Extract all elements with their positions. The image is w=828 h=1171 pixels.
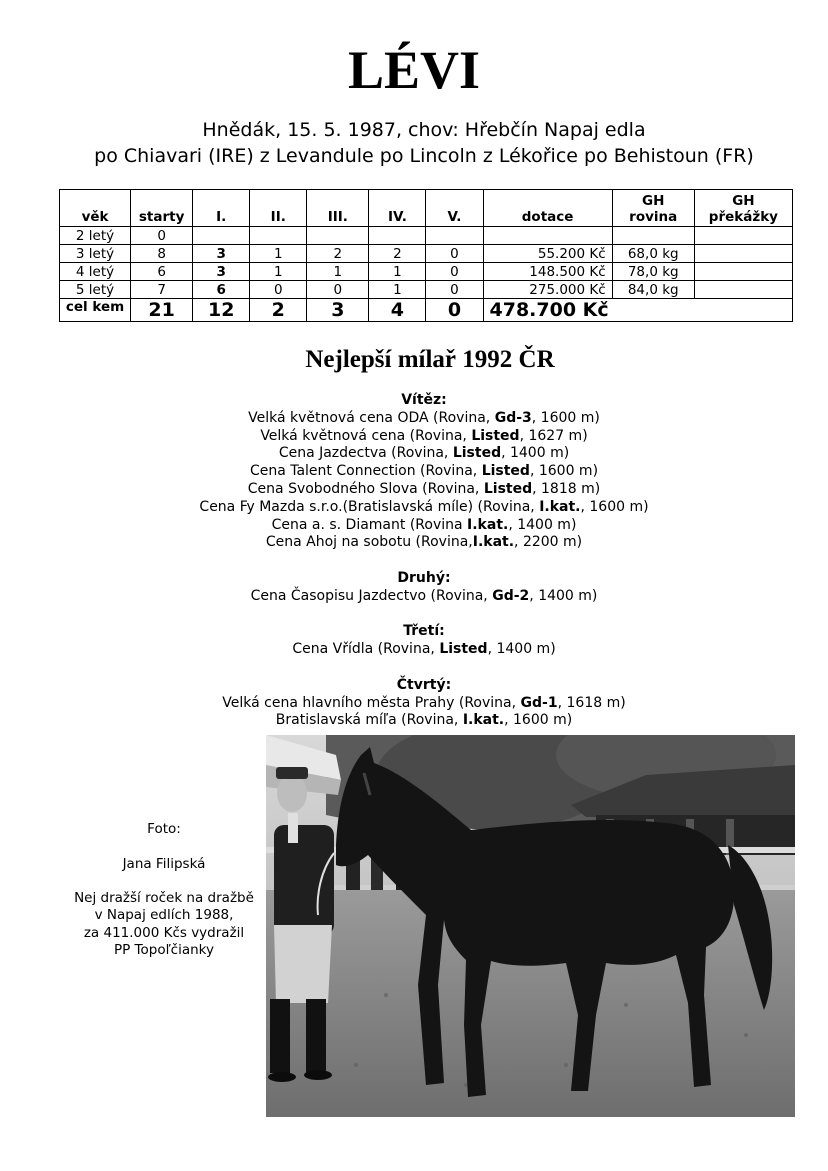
race-text: , 1600 m) (531, 409, 600, 426)
table-cell-gh-jump (694, 245, 792, 263)
table-cell-p1: 3 (193, 245, 250, 263)
total-cell-p1: 12 (193, 299, 250, 322)
total-cell-p4: 4 (369, 299, 426, 322)
race-grade: Listed (471, 427, 520, 444)
col-third-header: III. (307, 190, 369, 227)
race-entry (0, 695, 828, 713)
table-total-row (60, 299, 793, 322)
race-entry (0, 428, 828, 446)
race-text: , 1818 m) (532, 480, 601, 497)
race-text: , 1600 m) (504, 712, 573, 729)
table-cell-money: 148.500 Kč (483, 263, 612, 281)
table-cell-age: 4 letý (60, 263, 131, 281)
results-list (0, 392, 828, 730)
table-cell-p4: 1 (369, 263, 426, 281)
horse-info-line: Hnědák, 15. 5. 1987, chov: Hřebčín Napaj edla (202, 119, 646, 141)
race-text: Cena a. s. Diamant (Rovina (271, 516, 468, 533)
race-grade: Gd-2 (492, 587, 530, 604)
race-grade: Gd-3 (494, 409, 532, 426)
race-grade: I.kat. (472, 534, 515, 551)
table-cell-p2: 1 (250, 245, 307, 263)
table-cell-age: 2 letý (60, 227, 131, 245)
caption-note-line: v Napaj edlích 1988, (94, 907, 234, 924)
total-cell-starts: 21 (131, 299, 193, 322)
caption-note-line: PP Topoľčianky (113, 942, 214, 959)
race-grade: Listed (481, 463, 530, 480)
pedigree-line: po Chiavari (IRE) z Levandule po Lincoln z Lékořice po Behistoun (FR) (94, 145, 754, 167)
table-cell-p1 (193, 227, 250, 245)
race-text: Cena Fy Mazda s.r.o.(Bratislavská míle) (Rovina, (199, 498, 540, 515)
col-fifth-header: V. (426, 190, 483, 227)
col-first-header: I. (193, 190, 250, 227)
race-text: Cena Ahoj na sobotu (Rovina, (265, 534, 473, 551)
race-text: Cena Svobodného Slova (Rovina, (247, 480, 484, 497)
race-text: Cena Jazdectva (Rovina, (278, 445, 453, 462)
col-gh-flat-header: GH rovina (612, 190, 694, 227)
race-grade: Listed (483, 480, 533, 497)
page-title: LÉVI (347, 40, 481, 100)
race-entry (0, 481, 828, 499)
race-text: Velká květnová cena (Rovina, (260, 427, 472, 444)
table-cell-money: 55.200 Kč (483, 245, 612, 263)
table-row (60, 227, 793, 245)
table-cell-money: 275.000 Kč (483, 281, 612, 299)
race-entry (0, 499, 828, 517)
race-text: , 1600 m) (529, 463, 599, 480)
total-cell-p2: 2 (250, 299, 307, 322)
race-record-table (59, 189, 793, 322)
table-cell-gh-flat: 68,0 kg (612, 245, 694, 263)
race-grade: Gd-1 (520, 694, 558, 711)
race-text: , 1600 m) (580, 498, 649, 515)
table-cell-p2: 1 (250, 263, 307, 281)
table-cell-gh-flat (612, 227, 694, 245)
race-text: Cena Vřídla (Rovina, (292, 641, 440, 658)
table-cell-starts: 0 (131, 227, 193, 245)
race-entry (0, 712, 828, 730)
table-cell-p5 (426, 227, 483, 245)
section-heading: Vítěz: (401, 392, 447, 408)
total-cell-p5: 0 (426, 299, 483, 322)
table-cell-gh-jump (694, 227, 792, 245)
race-text: , 1400 m) (529, 587, 598, 604)
table-cell-p3 (307, 227, 369, 245)
caption-note-line: Nej dražší roček na dražbě (74, 890, 254, 907)
table-cell-starts: 7 (131, 281, 193, 299)
race-grade: I.kat. (462, 712, 505, 729)
table-row (60, 245, 793, 263)
race-grade: Listed (439, 641, 488, 658)
race-text: , 1400 m) (501, 445, 570, 462)
table-cell-gh-flat: 78,0 kg (612, 263, 694, 281)
table-cell-starts: 8 (131, 245, 193, 263)
table-cell-p5: 0 (426, 281, 483, 299)
table-cell-p5: 0 (426, 245, 483, 263)
table-row (60, 281, 793, 299)
photo-caption (60, 821, 268, 959)
headline: Nejlepší mílař 1992 ČR (305, 346, 555, 373)
section-heading: Třetí: (403, 623, 445, 640)
race-entry (0, 641, 828, 659)
col-gh-jump-header: GH překážky (694, 190, 792, 227)
table-cell-p1: 3 (193, 263, 250, 281)
col-age-header: věk (60, 190, 131, 227)
total-cell-label: cel kem (60, 299, 131, 322)
caption-note-line: za 411.000 Kčs vydražil (83, 924, 245, 941)
race-text: , 1400 m) (508, 516, 577, 533)
race-text: Cena Talent Connection (Rovina, (249, 463, 482, 480)
race-text: , 1627 m) (519, 427, 588, 444)
total-cell-money: 478.700 Kč (483, 299, 793, 322)
race-entry (0, 517, 828, 535)
table-cell-p4: 2 (369, 245, 426, 263)
race-text: Bratislavská míľa (Rovina, (275, 712, 463, 729)
race-grade: I.kat. (467, 516, 509, 533)
col-money-header: dotace (483, 190, 612, 227)
race-entry (0, 463, 828, 481)
table-cell-gh-jump (694, 281, 792, 299)
race-text: , 1400 m) (487, 641, 556, 658)
table-row (60, 263, 793, 281)
table-cell-p1: 6 (193, 281, 250, 299)
table-cell-money (483, 227, 612, 245)
race-text: , 2200 m) (514, 534, 583, 551)
race-entry (0, 588, 828, 606)
col-fourth-header: IV. (369, 190, 426, 227)
table-cell-p2 (250, 227, 307, 245)
race-entry (0, 445, 828, 463)
race-entry (0, 410, 828, 428)
caption-author: Jana Filipská (122, 855, 206, 872)
table-cell-starts: 6 (131, 263, 193, 281)
race-grade: I.kat. (539, 498, 581, 515)
table-cell-gh-jump (694, 263, 792, 281)
table-cell-p3: 2 (307, 245, 369, 263)
section-heading: Druhý: (397, 569, 451, 586)
race-text: Velká květnová cena ODA (Rovina, (248, 409, 495, 426)
table-cell-age: 5 letý (60, 281, 131, 299)
race-text: Cena Časopisu Jazdectvo (Rovina, (250, 587, 493, 604)
table-cell-p3: 0 (307, 281, 369, 299)
caption-foto-label: Foto: (147, 821, 181, 837)
table-cell-p4 (369, 227, 426, 245)
race-text: Velká cena hlavního města Prahy (Rovina, (222, 694, 521, 711)
table-cell-p3: 1 (307, 263, 369, 281)
table-header-row (60, 190, 793, 227)
table-cell-age: 3 letý (60, 245, 131, 263)
col-starts-header: starty (131, 190, 193, 227)
total-cell-p3: 3 (307, 299, 369, 322)
table-cell-gh-flat: 84,0 kg (612, 281, 694, 299)
race-text: , 1618 m) (557, 694, 626, 711)
section-heading: Čtvrtý: (396, 676, 452, 693)
horse-photo (266, 735, 795, 1117)
col-second-header: II. (250, 190, 307, 227)
table-cell-p5: 0 (426, 263, 483, 281)
race-entry (0, 534, 828, 552)
race-grade: Listed (452, 445, 502, 462)
table-cell-p4: 1 (369, 281, 426, 299)
table-cell-p2: 0 (250, 281, 307, 299)
